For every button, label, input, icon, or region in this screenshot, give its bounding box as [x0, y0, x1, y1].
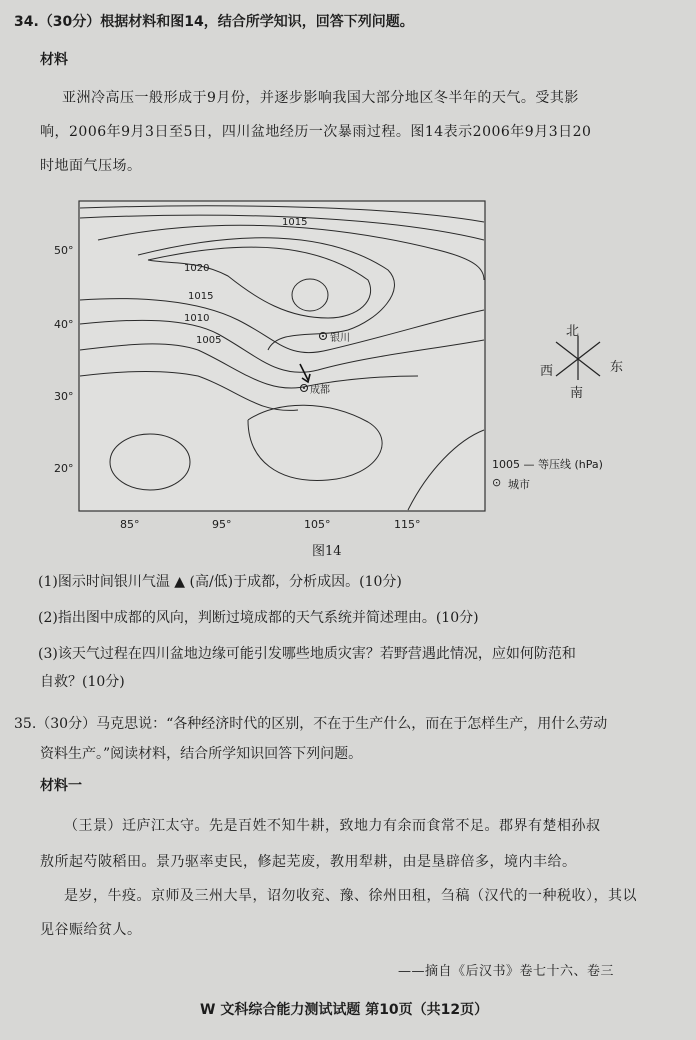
- lat-label-20: 20°: [54, 462, 74, 475]
- q34-material-label: 材料: [40, 52, 68, 68]
- city-dot-chengdu: [303, 387, 305, 389]
- q34-material-line-1: 亚洲冷高压一般形成于9月份，并逐步影响我国大部分地区冬半年的天气。受其影: [62, 90, 579, 106]
- compass-east: 东: [610, 360, 624, 375]
- page-footer: W 文科综合能力测试试题 第10页（共12页）: [200, 1002, 489, 1018]
- q34-question-3: (3)该天气过程在四川盆地边缘可能引发哪些地质灾害？若野营遇此情况，应如何防范和: [38, 646, 576, 662]
- legend-city: 城市: [508, 478, 530, 491]
- lat-label-30: 30°: [54, 390, 74, 403]
- lat-label-40: 40°: [54, 318, 74, 331]
- q34-question-3-cont: 自救？(10分): [40, 674, 125, 690]
- q35-source: ——摘自《后汉书》卷七十六、卷三: [398, 964, 615, 979]
- isobar-map-svg: [78, 200, 486, 512]
- q35-material-line-4: 见谷赈给贫人。: [40, 922, 142, 938]
- compass-cross-icon: [548, 334, 608, 384]
- city-label-chengdu: 成都: [310, 385, 330, 396]
- lon-label-85: 85°: [120, 518, 140, 531]
- lon-label-95: 95°: [212, 518, 232, 531]
- legend-isobar: 1005 — 等压线 (hPa): [492, 458, 603, 471]
- city-label-yinchuan: 银川: [330, 333, 350, 344]
- q34-question-1: (1)图示时间银川气温 ▲ (高/低)于成都，分析成因。(10分): [38, 574, 402, 590]
- q34-material-line-2: 响，2006年9月3日至5日，四川盆地经历一次暴雨过程。图14表示2006年9月3日20: [40, 124, 592, 140]
- q35-header-line-1: 35.（30分）马克思说：“各种经济时代的区别，不在于生产什么，而在于怎样生产，用什么劳动: [14, 716, 608, 732]
- city-dot-yinchuan: [322, 335, 324, 337]
- lon-label-105: 105°: [304, 518, 331, 531]
- compass-west: 西: [540, 364, 554, 379]
- isobar-label-1015-top: 1015: [282, 217, 308, 228]
- q35-material-line-1: （王景）迁庐江太守。先是百姓不知牛耕，致地力有余而食常不足。郡界有楚相孙叔: [64, 818, 601, 834]
- lon-label-115: 115°: [394, 518, 421, 531]
- figure-caption: 图14: [312, 544, 342, 559]
- q35-material-label: 材料一: [40, 778, 82, 794]
- q35-material-line-3: 是岁，牛疫。京师及三州大旱，诏勿收兖、豫、徐州田租，刍稿（汉代的一种税收），其以: [64, 888, 637, 904]
- q34-question-2: (2)指出图中成都的风向，判断过境成都的天气系统并简述理由。(10分): [38, 610, 479, 626]
- q35-material-line-2: 敖所起芍陂稻田。景乃驱率吏民，修起芜废，教用犁耕，由是垦辟倍多，境内丰给。: [40, 854, 577, 870]
- lat-label-50: 50°: [54, 244, 74, 257]
- isobar-label-1005: 1005: [196, 335, 222, 346]
- isobar-label-1010: 1010: [184, 313, 210, 324]
- legend-city-icon: ⊙: [492, 476, 502, 489]
- q34-header: 34.（30分）根据材料和图14，结合所学知识，回答下列问题。: [14, 14, 414, 30]
- map-frame: [79, 201, 485, 511]
- isobar-map: [78, 200, 486, 512]
- q34-material-line-3: 时地面气压场。: [40, 158, 142, 174]
- isobar-label-1015: 1015: [188, 291, 214, 302]
- q35-header-line-2: 资料生产。”阅读材料，结合所学知识回答下列问题。: [40, 746, 363, 762]
- compass-south: 南: [570, 386, 584, 401]
- isobar-label-1020: 1020: [184, 263, 210, 274]
- compass-north: 北: [566, 324, 580, 339]
